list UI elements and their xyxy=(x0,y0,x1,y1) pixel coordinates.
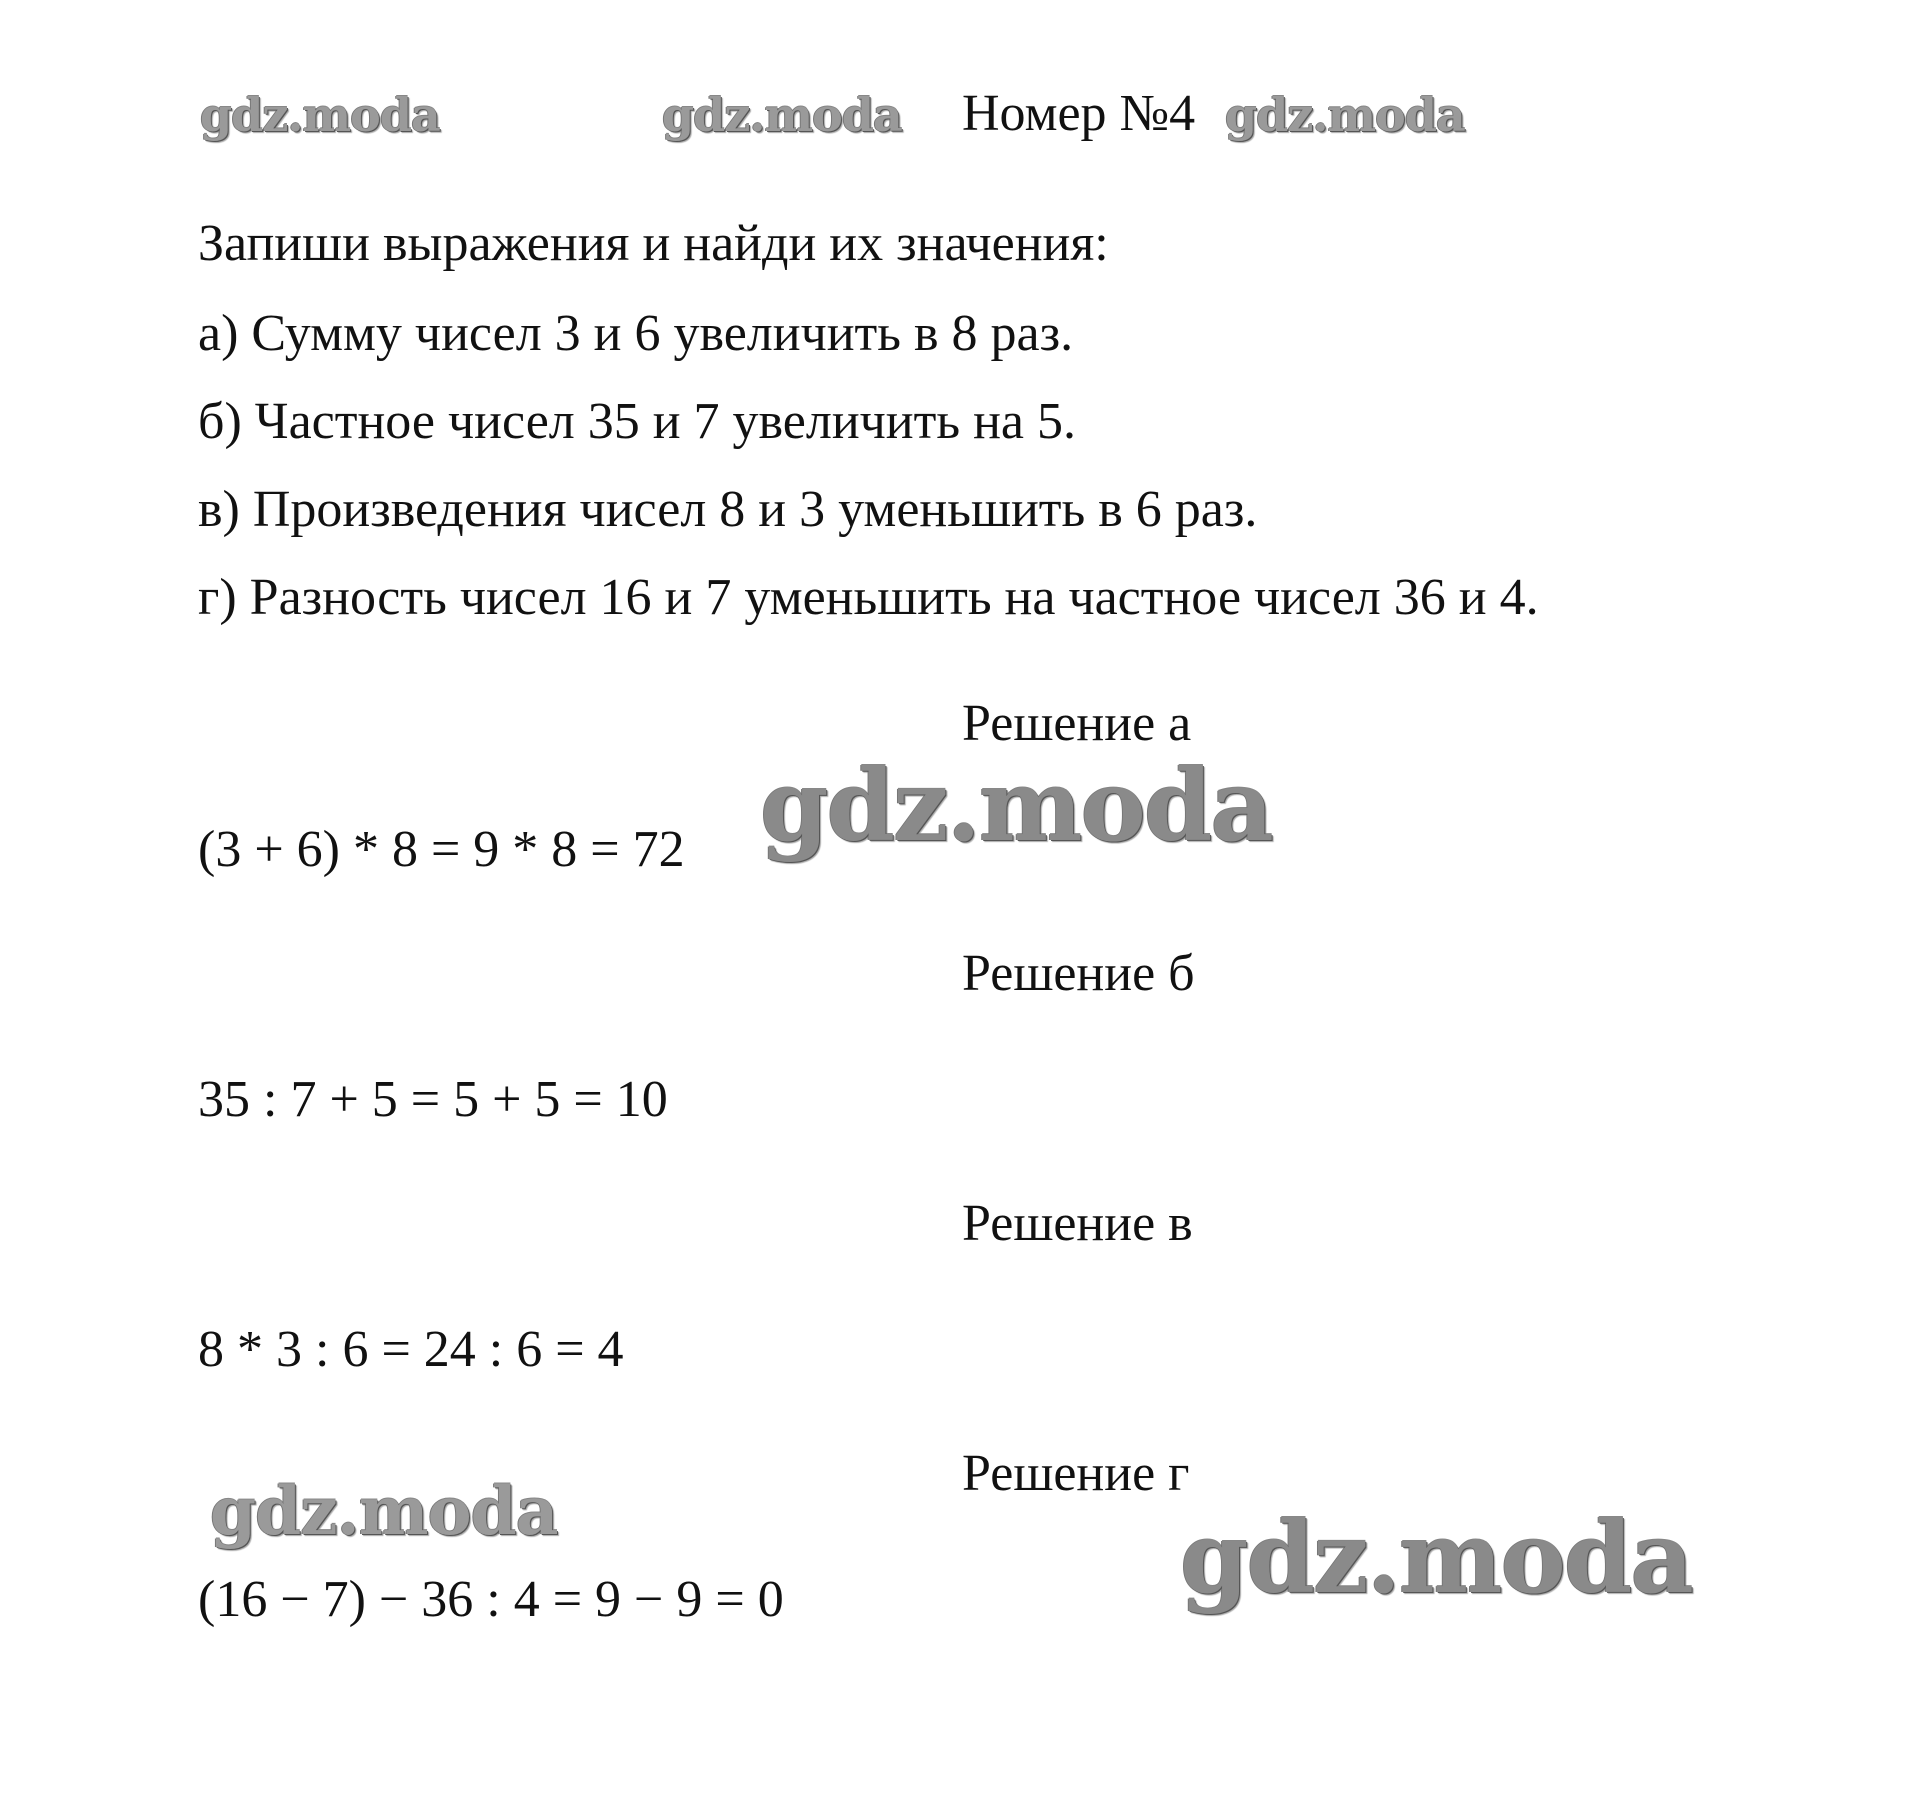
solution-a-title: Решение а xyxy=(962,695,1192,752)
solution-b-expression: 35 : 7 + 5 = 5 + 5 = 10 xyxy=(198,1071,668,1128)
solution-b-title: Решение б xyxy=(962,945,1195,1002)
watermark-body-small-left: gdz.moda xyxy=(210,1472,558,1550)
watermark-header-2: gdz.moda xyxy=(662,88,902,142)
task-item-v: в) Произведения чисел 8 и 3 уменьшить в 6 раз. xyxy=(198,481,1258,538)
task-item-b: б) Частное чисел 35 и 7 увеличить на 5. xyxy=(198,393,1076,450)
problem-number-title: Номер №4 xyxy=(962,85,1196,142)
task-item-a: а) Сумму чисел 3 и 6 увеличить в 8 раз. xyxy=(198,305,1074,362)
task-item-g: г) Разность чисел 16 и 7 уменьшить на частное чисел 36 и 4. xyxy=(198,569,1539,626)
watermark-body-large-2: gdz.moda xyxy=(1180,1501,1692,1616)
task-instruction: Запиши выражения и найди их значения: xyxy=(198,215,1109,272)
solution-g-title: Решение г xyxy=(962,1445,1190,1502)
watermark-body-large-1: gdz.moda xyxy=(760,749,1272,864)
solution-v-expression: 8 * 3 : 6 = 24 : 6 = 4 xyxy=(198,1321,624,1378)
watermark-header-1: gdz.moda xyxy=(200,88,440,142)
solution-g-expression: (16 − 7) − 36 : 4 = 9 − 9 = 0 xyxy=(198,1571,784,1628)
solution-a-expression: (3 + 6) * 8 = 9 * 8 = 72 xyxy=(198,821,685,878)
watermark-header-3: gdz.moda xyxy=(1225,88,1465,142)
solution-v-title: Решение в xyxy=(962,1195,1193,1252)
